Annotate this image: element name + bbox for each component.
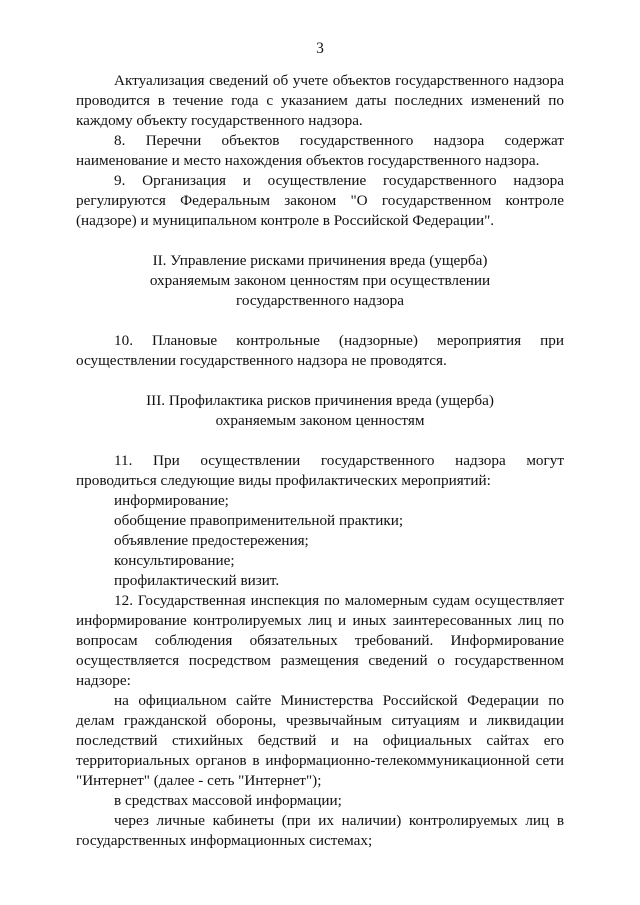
paragraph-actualization: Актуализация сведений об учете объектов государственного надзора проводится в течение года с указанием даты последних изменений по каждому объекту государственного надзора. bbox=[76, 72, 564, 129]
paragraph-11: 11. При осуществлении государственного надзора могут проводиться следующие виды профилактических мероприятий: bbox=[76, 452, 564, 489]
paragraph-12: 12. Государственная инспекция по маломерным судам осуществляет информирование контролируемых лиц и иных заинтересованных лиц по вопросам соблюдения обязательных требований. Информирование осуществляется посредством размещения сведений о государственном надзоре: bbox=[76, 592, 564, 689]
list-item: в средствах массовой информации; bbox=[114, 792, 342, 809]
list-item: объявление предостережения; bbox=[114, 532, 309, 549]
list-item: обобщение правоприменительной практики; bbox=[114, 512, 404, 529]
paragraph-10: 10. Плановые контрольные (надзорные) мероприятия при осуществлении государственного надзора не проводятся. bbox=[76, 332, 564, 369]
section-2-title-line: II. Управление рисками причинения вреда (ущерба) bbox=[152, 252, 488, 269]
list-item: профилактический визит. bbox=[114, 572, 280, 589]
paragraph-8: 8. Перечни объектов государственного надзора содержат наименование и место нахождения объектов государственного надзора. bbox=[76, 132, 564, 169]
section-3-heading bbox=[76, 391, 564, 431]
section-2-title-line: охраняемым законом ценностям при осуществлении bbox=[149, 272, 491, 289]
list-item: информирование; bbox=[114, 492, 229, 509]
section-3-title-line: III. Профилактика рисков причинения вреда (ущерба) bbox=[146, 392, 494, 409]
measures-list bbox=[76, 491, 564, 591]
list-item: через личные кабинеты (при их наличии) контролируемых лиц в государственных информационных системах; bbox=[76, 812, 564, 849]
section-3-title-line: охраняемым законом ценностям bbox=[215, 412, 425, 429]
paragraph-9: 9. Организация и осуществление государственного надзора регулируются Федеральным законом "О государственном контроле (надзоре) и муниципальном контроле в Российской Федерации". bbox=[76, 172, 564, 229]
section-2-title-line: государственного надзора bbox=[236, 292, 404, 309]
section-2-heading bbox=[76, 251, 564, 311]
page-number: 3 bbox=[316, 40, 324, 57]
list-item: на официальном сайте Министерства Российской Федерации по делам гражданской обороны, чрезвычайным ситуациям и ликвидации последствий стихийных бедствий и на официальных сайтах его территориальных органов в информационно-телекоммуникационной сети "Интернет" (далее - сеть "Интернет"); bbox=[76, 692, 564, 789]
page-content bbox=[76, 71, 564, 851]
channels-list bbox=[76, 691, 564, 851]
list-item: консультирование; bbox=[114, 552, 235, 569]
